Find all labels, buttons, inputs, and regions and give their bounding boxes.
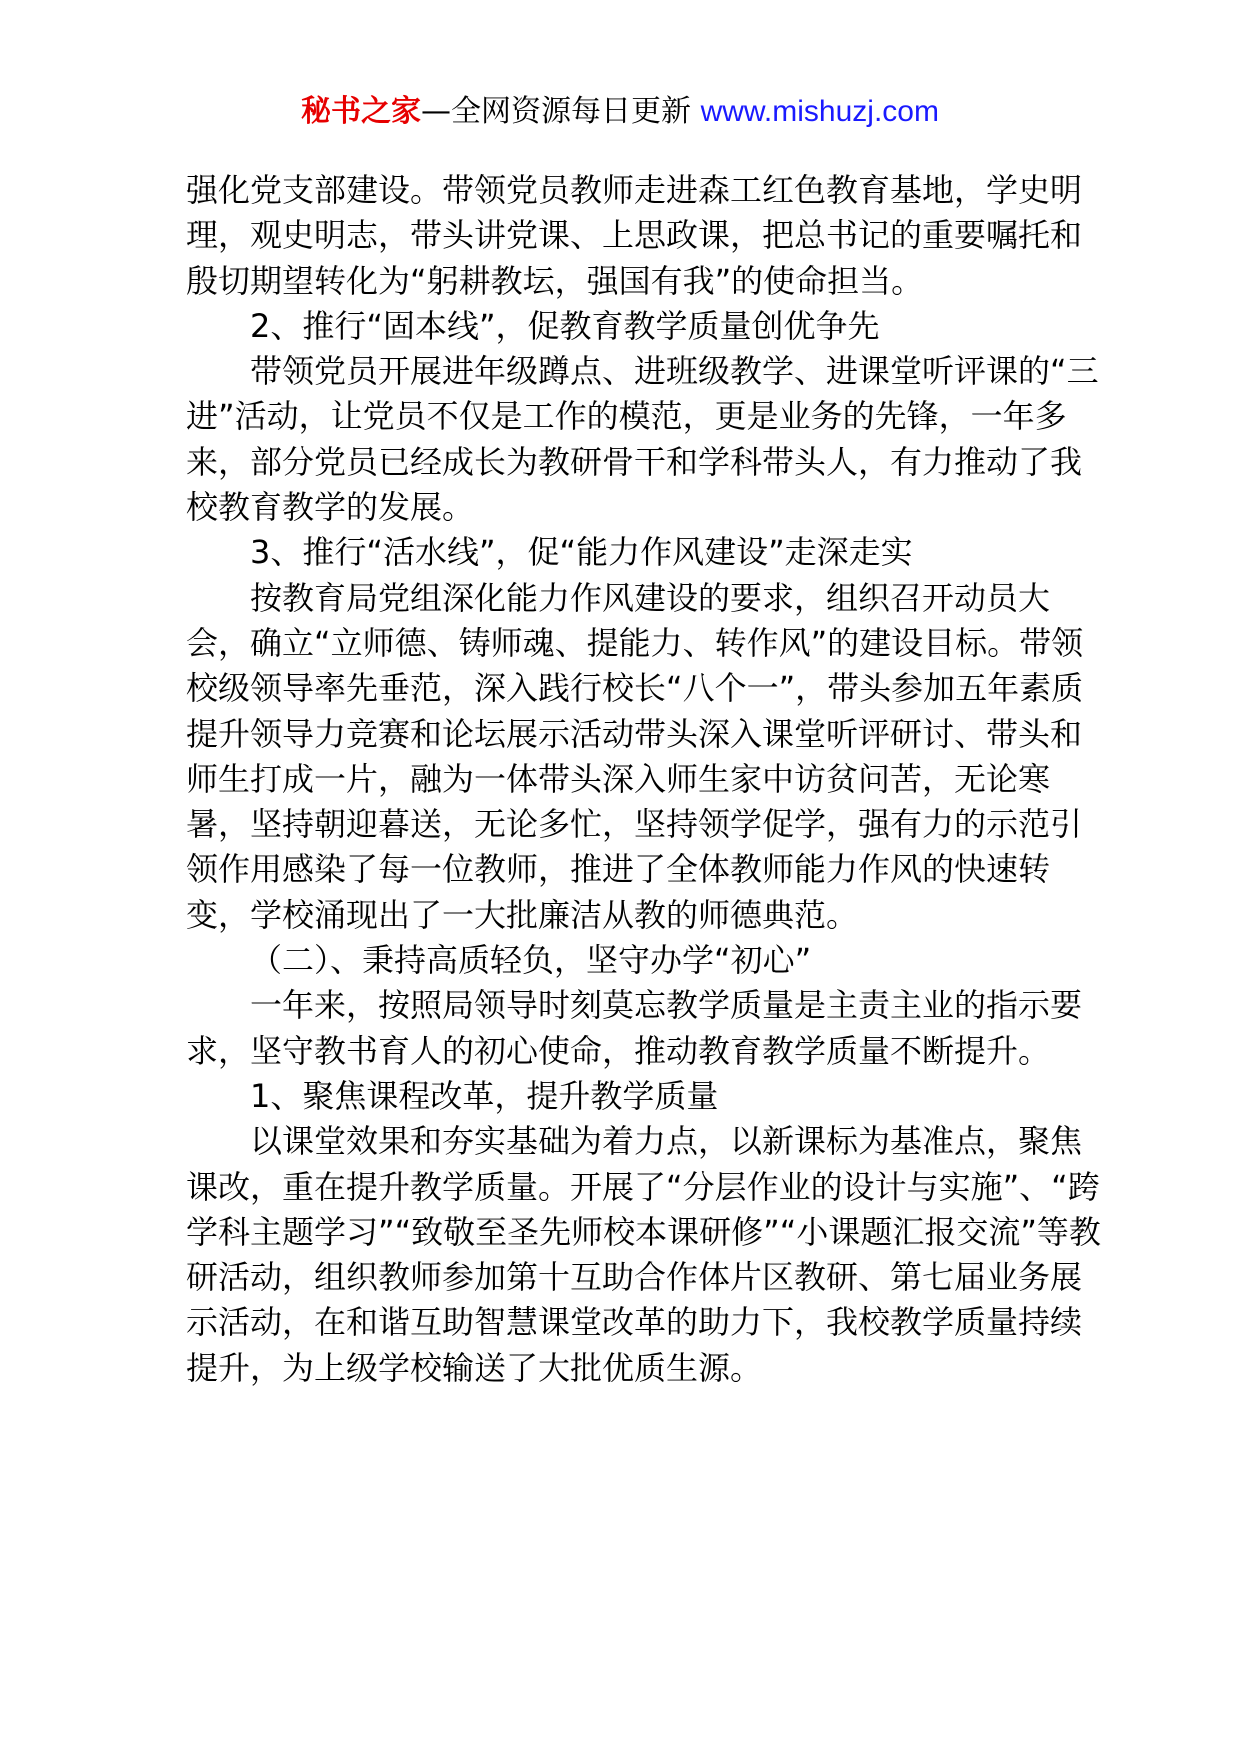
section-heading: 1、聚焦课程改革，提升教学质量 <box>250 1076 719 1115</box>
paragraph: 带领党员开展进年级蹲点、进班级教学、进课堂听评课的“三进”活动，让党员不仅是工作的模范，更是业务的先锋，一年多来，部分党员已经成长为教研骨干和学科带头人，有力推动了我校教育教学的发展。 <box>186 352 1099 527</box>
document-body <box>186 168 1106 1391</box>
paragraph: 一年来，按照局领导时刻莫忘教学质量是主责主业的指示要求，坚守教书育人的初心使命，推动教育教学质量不断提升。 <box>186 986 1083 1070</box>
site-header <box>0 92 1240 132</box>
paragraph: 强化党支部建设。带领党员教师走进森工红色教育基地，学史明理，观史明志，带头讲党课、上思政课，把总书记的重要嘱托和殷切期望转化为“躬耕教坛，强国有我”的使命担当。 <box>186 171 1083 300</box>
section-heading: 2、推行“固本线”，促教育教学质量创优争先 <box>250 306 880 345</box>
paragraph: 按教育局党组深化能力作风建设的要求，组织召开动员大会，确立“立师德、铸师魂、提能力、转作风”的建设目标。带领校级领导率先垂范，深入践行校长“八个一”，带头参加五年素质提升领导力竞赛和论坛展示活动带头深入课堂听评研讨、带头和师生打成一片，融为一体带头深入师生家中访贫问苦，无论寒暑，坚持朝迎暮送，无论多忙，坚持领学促学，强有力的示范引领作用感染了每一位教师，推进了全体教师能力作风的快速转变，学校涌现出了一大批廉洁从教的师德典范。 <box>186 578 1084 934</box>
header-tagline: —全网资源每日更新 <box>421 94 701 129</box>
brand-name: 秘书之家 <box>301 94 422 129</box>
paragraph: 以课堂效果和夯实基础为着力点，以新课标为基准点，聚焦课改，重在提升教学质量。开展了“分层作业的设计与实施”、“跨学科主题学习”“致敬至圣先师校本课研修”“小课题汇报交流”等教研活动，组织教师参加第十互助合作体片区教研、第七届业务展示活动，在和谐互助智慧课堂改革的助力下，我校教学质量持续提升，为上级学校输送了大批优质生源。 <box>186 1122 1101 1387</box>
site-url-link[interactable]: www.mishuzj.com <box>700 95 939 128</box>
section-heading: 3、推行“活水线”，促“能力作风建设”走深走实 <box>250 533 913 572</box>
section-heading: （二）、秉持高质轻负，坚守办学“初心” <box>250 941 812 980</box>
